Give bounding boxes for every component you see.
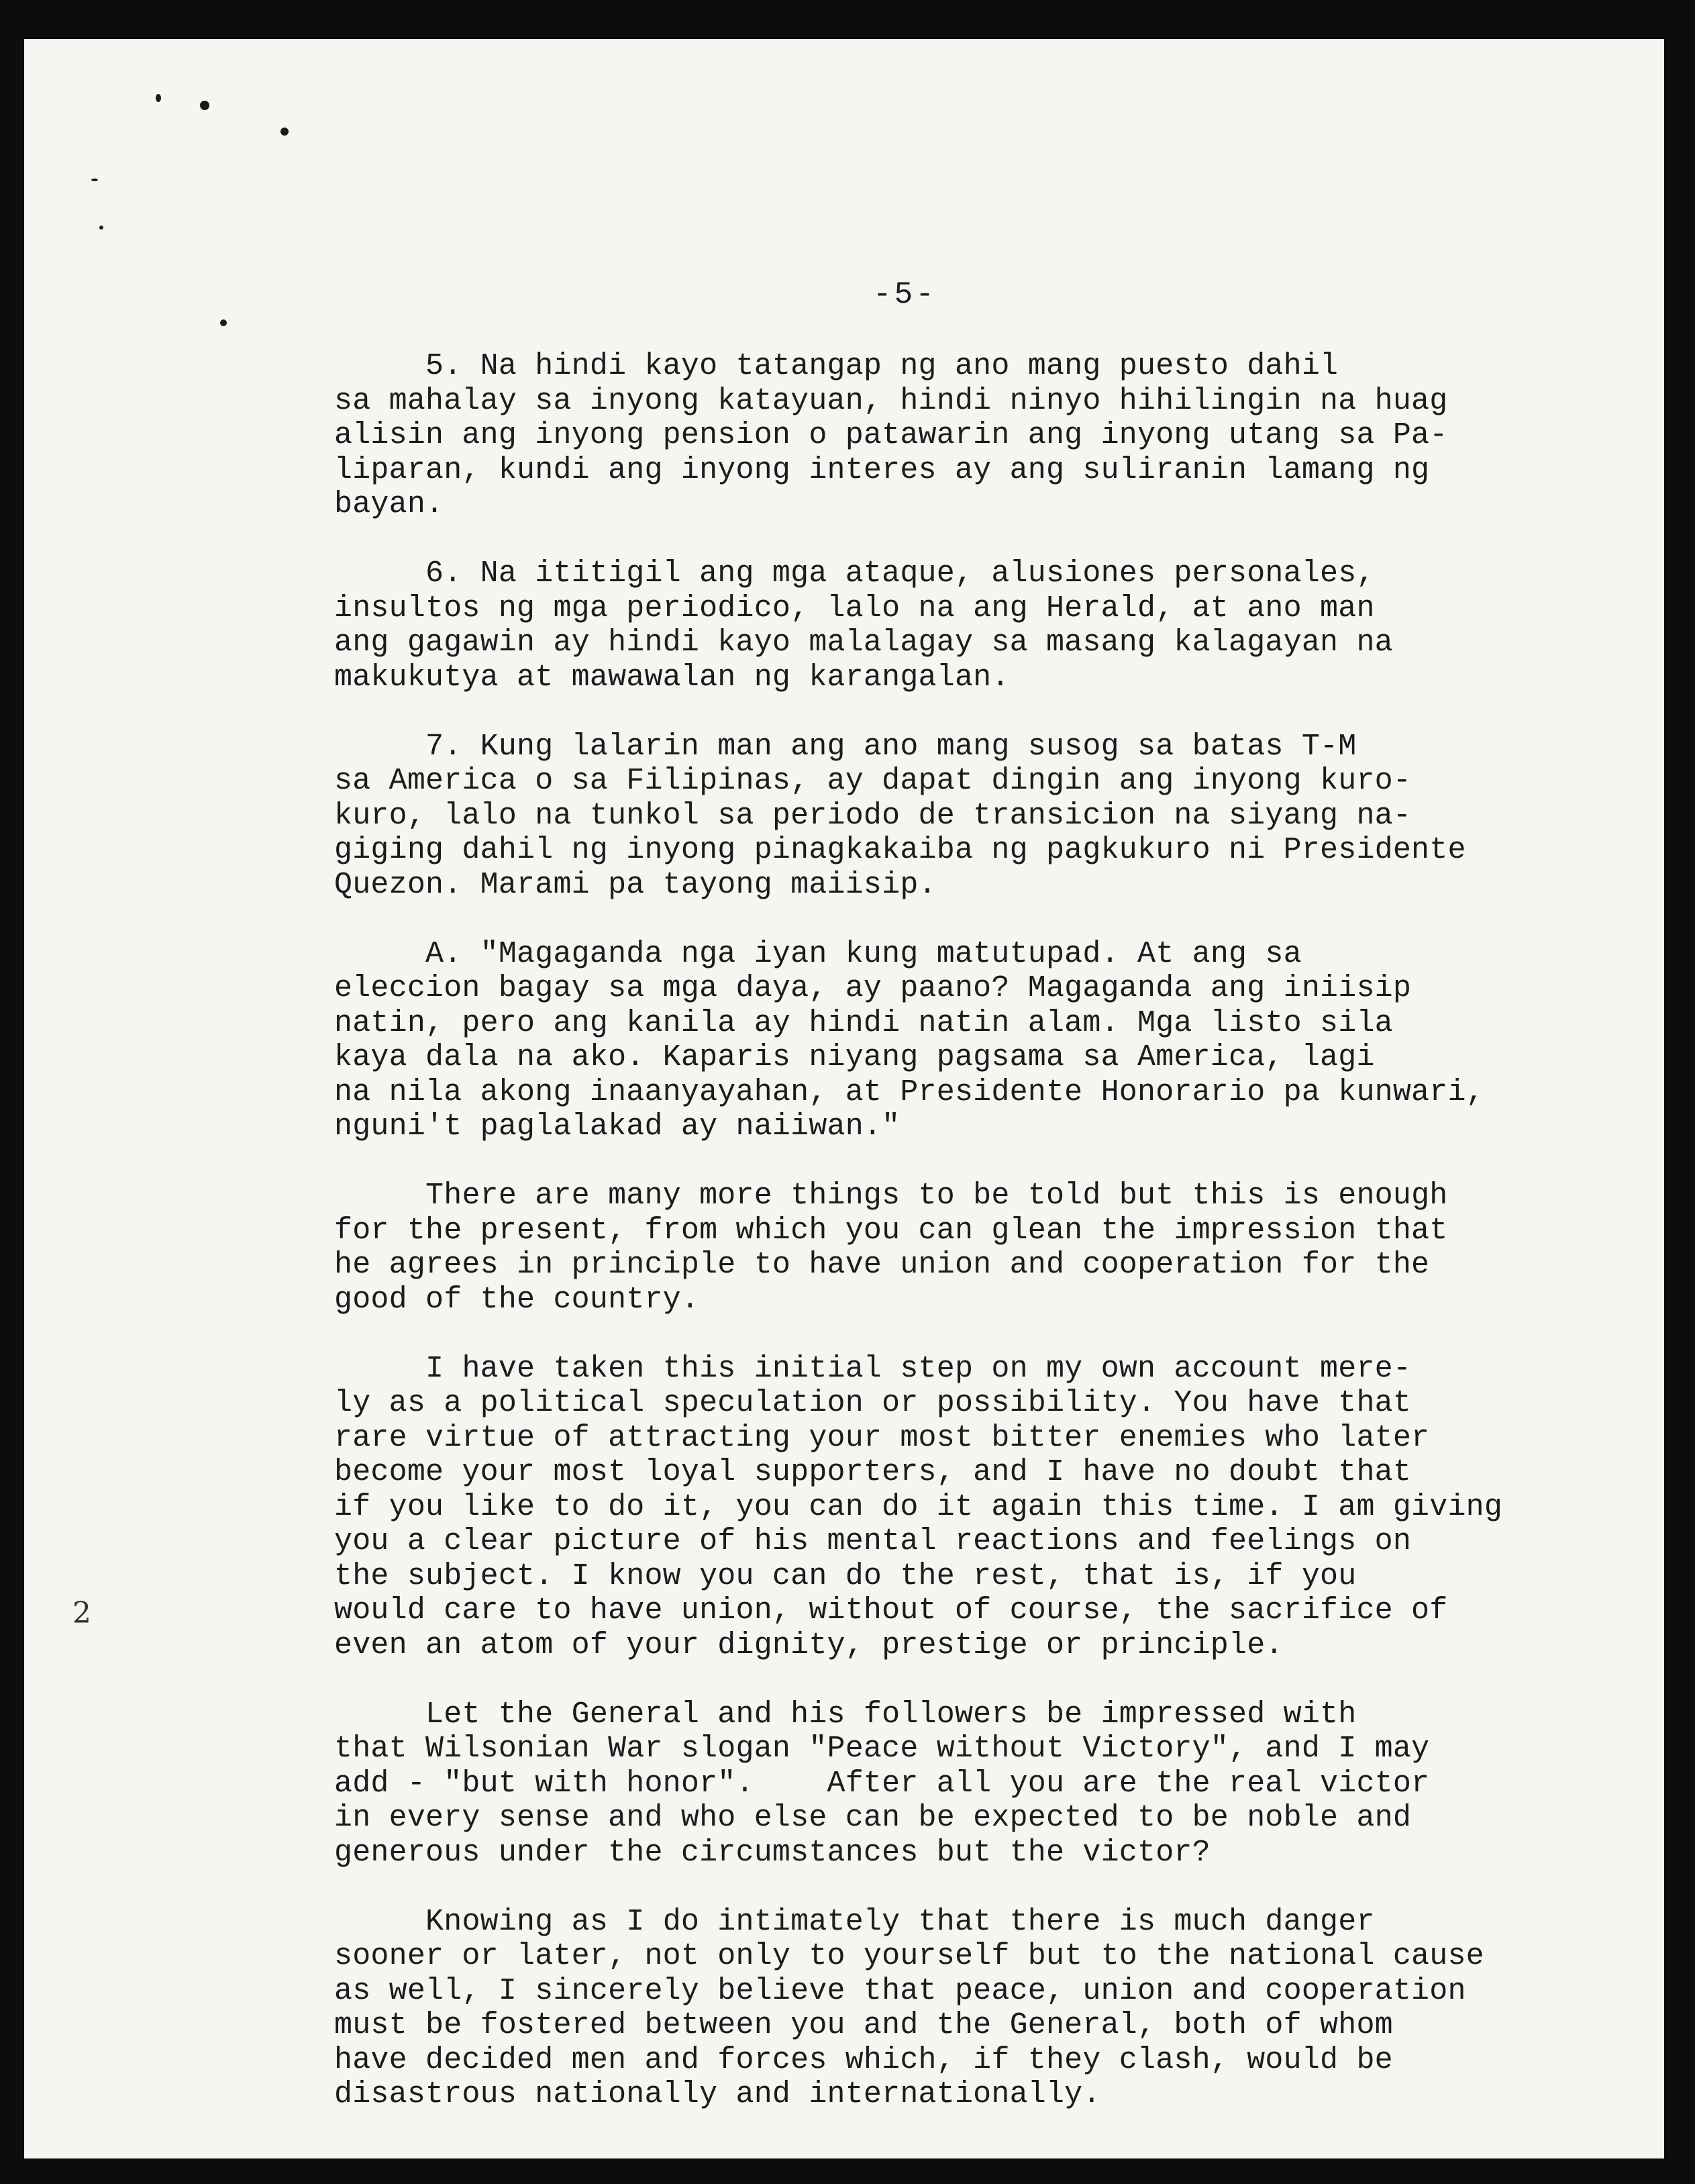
line: sa mahalay sa inyong katayuan, hindi ninyo hihilingin na huag <box>334 383 1448 418</box>
paragraph-item-6 <box>334 556 1649 695</box>
line: insultos ng mga periodico, lalo na ang Herald, at ano man <box>334 591 1375 626</box>
paragraph-initial-step <box>334 1352 1649 1663</box>
paragraph-general <box>334 1697 1649 1871</box>
line: kuro, lalo na tunkol sa periodo de transicion na siyang na- <box>334 798 1412 833</box>
ink-blot <box>99 226 103 230</box>
line: that Wilsonian War slogan "Peace without Victory", and I may <box>334 1732 1430 1766</box>
line: generous under the circumstances but the victor? <box>334 1835 1211 1870</box>
line: na nila akong inaanyayahan, at Presidente Honorario pa kunwari, <box>334 1075 1484 1109</box>
paragraph-item-5 <box>334 349 1649 522</box>
line: rare virtue of attracting your most bitter enemies who later <box>334 1420 1430 1455</box>
line: Quezon. Marami pa tayong maiisip. <box>334 867 937 902</box>
line: makukutya at mawawalan ng karangalan. <box>334 660 1010 695</box>
line: disastrous nationally and internationally. <box>334 2077 1101 2112</box>
ink-blot <box>156 94 161 102</box>
line: ly as a political speculation or possibility. You have that <box>334 1386 1412 1420</box>
line: for the present, from which you can glean the impression that <box>334 1213 1448 1248</box>
line: add - "but with honor". After all you are the real victor <box>334 1766 1430 1801</box>
line: in every sense and who else can be expected to be noble and <box>334 1801 1412 1835</box>
line: he agrees in principle to have union and cooperation for the <box>334 1248 1430 1282</box>
line: liparan, kundi ang inyong interes ay ang suliranin lamang ng <box>334 452 1430 487</box>
line: if you like to do it, you can do it again this time. I am giving <box>334 1489 1503 1524</box>
line: bayan. <box>334 487 444 522</box>
line: you a clear picture of his mental reactions and feelings on <box>334 1524 1412 1558</box>
line: as well, I sincerely believe that peace, union and cooperation <box>334 1973 1466 2008</box>
line: the subject. I know you can do the rest, that is, if you <box>334 1558 1357 1593</box>
paragraph-knowing <box>334 1905 1649 2112</box>
ink-blot <box>91 179 98 181</box>
line: There are many more things to be told but this is enough <box>334 1179 1448 1213</box>
line: natin, pero ang kanila ay hindi natin alam. Mga listo sila <box>334 1005 1393 1040</box>
line: sa America o sa Filipinas, ay dapat dingin ang inyong kuro- <box>334 764 1412 798</box>
line: eleccion bagay sa mga daya, ay paano? Magaganda ang iniisip <box>334 971 1412 1005</box>
line: ang gagawin ay hindi kayo malalagay sa masang kalagayan na <box>334 626 1393 660</box>
paragraph-answer <box>334 937 1649 1144</box>
line: Knowing as I do intimately that there is much danger <box>334 1904 1375 1939</box>
line: A. "Magaganda nga iyan kung matutupad. At ang sa <box>334 936 1302 971</box>
line: sooner or later, not only to yourself but to the national cause <box>334 1939 1484 1973</box>
page-number: -5- <box>873 277 937 312</box>
line: kaya dala na ako. Kaparis niyang pagsama sa America, lagi <box>334 1040 1375 1075</box>
ink-blot <box>220 319 227 326</box>
line: nguni't paglalakad ay naiiwan." <box>334 1109 901 1144</box>
line: even an atom of your dignity, prestige or principle. <box>334 1628 1284 1662</box>
paragraph-item-7 <box>334 730 1649 903</box>
margin-note: 2 <box>72 1596 91 1630</box>
ink-blot <box>200 101 209 110</box>
line: would care to have union, without of course, the sacrifice of <box>334 1593 1448 1628</box>
line: good of the country. <box>334 1282 700 1317</box>
line: must be fostered between you and the General, both of whom <box>334 2008 1393 2042</box>
line: Let the General and his followers be impressed with <box>334 1697 1357 1732</box>
paragraph-there-are <box>334 1179 1649 1317</box>
line: become your most loyal supporters, and I have no doubt that <box>334 1455 1412 1489</box>
line: alisin ang inyong pension o patawarin ang inyong utang sa Pa- <box>334 418 1448 452</box>
line: I have taken this initial step on my own account mere- <box>334 1351 1412 1386</box>
line: 5. Na hindi kayo tatangap ng ano mang puesto dahil <box>334 349 1339 383</box>
line: 6. Na ititigil ang mga ataque, alusiones personales, <box>334 556 1375 591</box>
line: have decided men and forces which, if they clash, would be <box>334 2042 1393 2077</box>
document-page <box>24 39 1664 2158</box>
ink-blot <box>280 128 289 136</box>
line: 7. Kung lalarin man ang ano mang susog sa batas T-M <box>334 729 1357 764</box>
line: giging dahil ng inyong pinagkakaiba ng pagkukuro ni Presidente <box>334 833 1466 867</box>
letter-body <box>334 349 1649 2112</box>
